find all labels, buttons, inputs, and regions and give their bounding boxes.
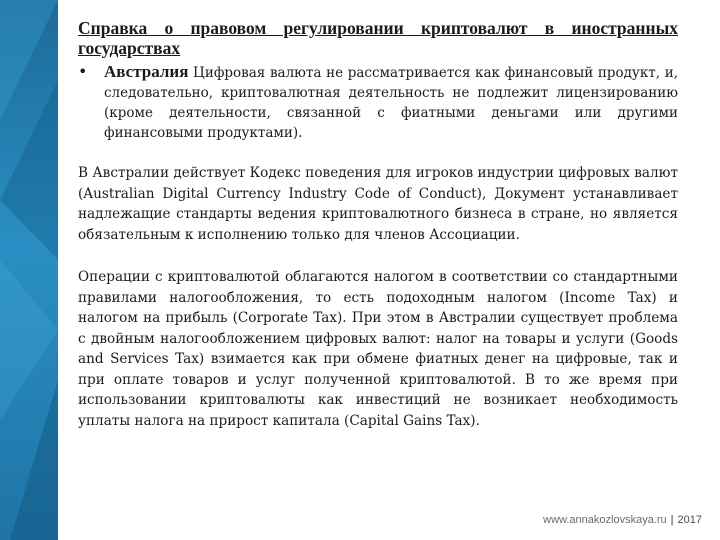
bullet-item-australia (78, 62, 678, 143)
footer-year: 2017 (677, 514, 702, 526)
paragraph-code-of-conduct: В Австралии действует Кодекс поведения для игроков индустрии цифровых валют (Australian Digital Currency Industry Code of Conduct), Документ устанавливает надлежащие стандарты ведения криптовалютного бизнеса в стране, но является обязательным к исполнению только для членов Ассоциации. (78, 165, 678, 243)
decorative-side-bar (0, 0, 58, 540)
bullet-text (104, 62, 678, 143)
footer-separator: | (670, 514, 674, 526)
paragraph-taxation: Операции с криптовалютой облагаются налогом в соответствии со стандартными правилами налогообложения, то есть подоходным налогом (Income Tax) и налогом на прибыль (Corporate Tax). При этом в Австралии существует проблема с двойным налогообложением цифровых валют: налог на товары и услуги (Goods and Services Tax) взимается как при обмене фиатных денег на цифровые, так и при оплате товаров и услуг полученной криптовалютой. В то же время при использовании криптовалюты как инвестиций не возникает необходимость уплаты налога на прирост капитала (Capital Gains Tax). (78, 269, 678, 429)
bullet-description: Цифровая валюта не рассматривается как финансовый продукт, и, следовательно, криптовалютная деятельность не подлежит лицензированию (кроме деятельности, связанной с фиатными деньгами или другими финансовыми продуктами). (104, 65, 678, 141)
footer-site: www.annakozlovskaya.ru (543, 514, 667, 526)
slide-title: Справка о правовом регулировании криптовалют в иностранных государствах (78, 18, 678, 58)
slide-content (78, 18, 678, 431)
side-bar-pattern (0, 0, 58, 540)
footer (543, 514, 702, 526)
bullet-heading: Австралия (104, 62, 189, 81)
bullet-marker: • (78, 62, 88, 81)
